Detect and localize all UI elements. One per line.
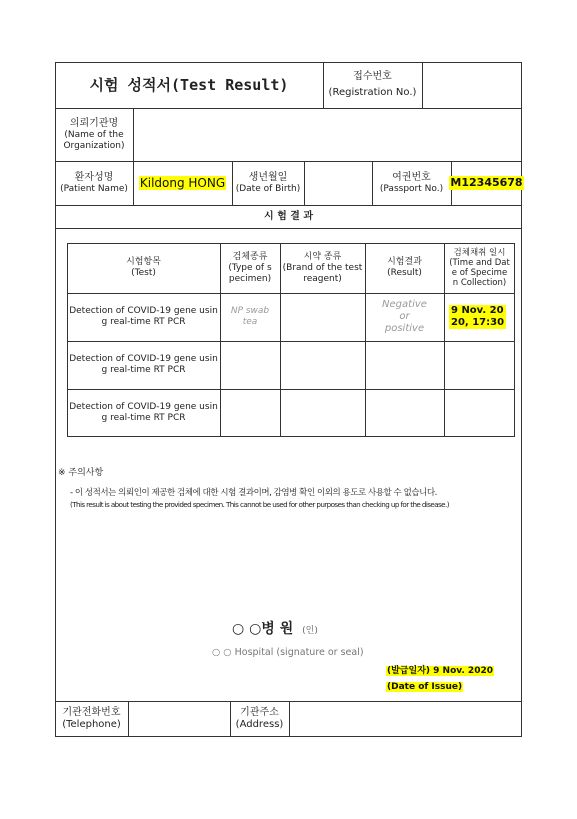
header-text: (Type of s — [228, 262, 272, 273]
registration-label — [323, 62, 422, 108]
patient-name-cell[interactable] — [133, 161, 232, 205]
header-text: (Result) — [387, 268, 422, 278]
table-row-specimen[interactable] — [220, 389, 280, 437]
header-text: e of Specime — [451, 268, 508, 278]
header-text: (Time and Dat — [449, 258, 510, 268]
header-text: 시약 종류 — [303, 251, 342, 262]
row-text: Detection of COVID-19 gene usin — [69, 354, 218, 364]
table-row-result[interactable] — [365, 341, 444, 389]
dob-label-ko: 생년월일 — [248, 171, 288, 183]
telephone-label — [55, 701, 128, 737]
column-header-test — [67, 243, 220, 293]
row-text: g real-time RT PCR — [101, 317, 186, 327]
page-title: 시험 성적서(Test Result) — [89, 76, 289, 94]
issue-date-ko: (발급일자) 9 Nov. 2020 — [387, 666, 493, 676]
header-text: 검체채취 일시 — [453, 248, 506, 258]
column-header-specimen — [220, 243, 280, 293]
organization-label — [55, 108, 133, 161]
hospital-name-text: ○ ○병 원 — [232, 621, 294, 637]
row-text: g real-time RT PCR — [101, 365, 186, 375]
table-row-result[interactable] — [365, 389, 444, 437]
header-text: 시험결과 — [387, 257, 422, 267]
organization-value[interactable] — [133, 108, 522, 161]
row-text: Negative — [382, 299, 427, 310]
address-label-ko: 기관주소 — [240, 707, 279, 718]
row-text: g real-time RT PCR — [101, 413, 186, 423]
patient-name-value: Kildong HONG — [139, 176, 226, 190]
row-text: positive — [384, 323, 425, 334]
passport-label — [372, 161, 451, 205]
issue-date — [386, 663, 494, 695]
seal-text: (인) — [302, 626, 318, 636]
table-row-test — [67, 293, 220, 341]
address-label — [230, 701, 289, 737]
results-heading: 시 험 결 과 — [263, 210, 314, 222]
registration-value[interactable] — [422, 62, 522, 108]
patient-name-label — [55, 161, 133, 205]
column-header-reagent — [280, 243, 365, 293]
hospital-signature: ○ ○ Hospital (signature or seal) — [212, 647, 364, 658]
notice-text-ko: - 이 성적서는 의뢰인이 제공한 검체에 대한 시험 결과이며, 감염병 확인 이외의 용도로 사용할 수 없습니다. — [70, 488, 437, 498]
table-row-date[interactable] — [444, 341, 515, 389]
table-row-specimen[interactable] — [220, 341, 280, 389]
passport-value: M12345678 — [450, 176, 523, 189]
row-text: 20, 17:30 — [451, 317, 505, 328]
notice-title: ※ 주의사항 — [58, 468, 104, 478]
registration-label-ko: 접수번호 — [353, 71, 392, 82]
organization-label-ko: 의뢰기관명 — [69, 117, 119, 129]
divider — [55, 228, 522, 229]
telephone-value[interactable] — [128, 701, 230, 737]
table-row-test — [67, 341, 220, 389]
table-row-reagent[interactable] — [280, 389, 365, 437]
telephone-label-en: (Telephone) — [62, 719, 121, 730]
hospital-name — [232, 618, 318, 638]
row-text: Detection of COVID-19 gene usin — [69, 402, 218, 412]
row-text: Detection of COVID-19 gene usin — [69, 306, 218, 316]
address-value[interactable] — [289, 701, 522, 737]
header-text: 시험항목 — [126, 257, 161, 267]
organization-label-en: Organization) — [63, 140, 125, 151]
passport-label-ko: 여권번호 — [392, 171, 431, 183]
header-text: (Test) — [131, 268, 156, 278]
header-text: n Collection) — [452, 278, 507, 288]
notice-text-en: (This result is about testing the provided specimen. This cannot be used for other purposes than checking up for the disease.) — [70, 500, 449, 509]
table-row-reagent[interactable] — [280, 293, 365, 341]
table-row-reagent[interactable] — [280, 341, 365, 389]
dob-value[interactable] — [304, 161, 372, 205]
header-text: (Brand of the test — [282, 262, 363, 273]
row-text: tea — [242, 317, 258, 327]
telephone-label-ko: 기관전화번호 — [62, 707, 121, 718]
dob-label — [232, 161, 304, 205]
passport-label-en: (Passport No.) — [379, 183, 444, 194]
table-row-specimen[interactable] — [220, 293, 280, 341]
address-label-en: (Address) — [235, 719, 284, 730]
header-text: pecimen) — [228, 273, 272, 284]
passport-cell[interactable] — [451, 161, 522, 205]
column-header-date — [444, 243, 515, 293]
organization-label-en: (Name of the — [64, 129, 124, 140]
header-text: 검체종류 — [232, 251, 268, 262]
dob-label-en: (Date of Birth) — [235, 183, 301, 194]
table-row-test — [67, 389, 220, 437]
registration-label-en: (Registration No.) — [328, 87, 417, 98]
row-text: 9 Nov. 20 — [451, 305, 504, 316]
patient-name-label-en: (Patient Name) — [60, 183, 128, 194]
table-row-date[interactable] — [444, 293, 515, 341]
patient-name-label-ko: 환자성명 — [74, 171, 114, 183]
column-header-result — [365, 243, 444, 293]
table-row-result[interactable] — [365, 293, 444, 341]
header-text: reagent) — [303, 273, 342, 284]
row-text: or — [399, 311, 410, 322]
table-row-date[interactable] — [444, 389, 515, 437]
issue-date-en: (Date of Issue) — [387, 682, 463, 692]
row-text: NP swab — [230, 306, 270, 316]
